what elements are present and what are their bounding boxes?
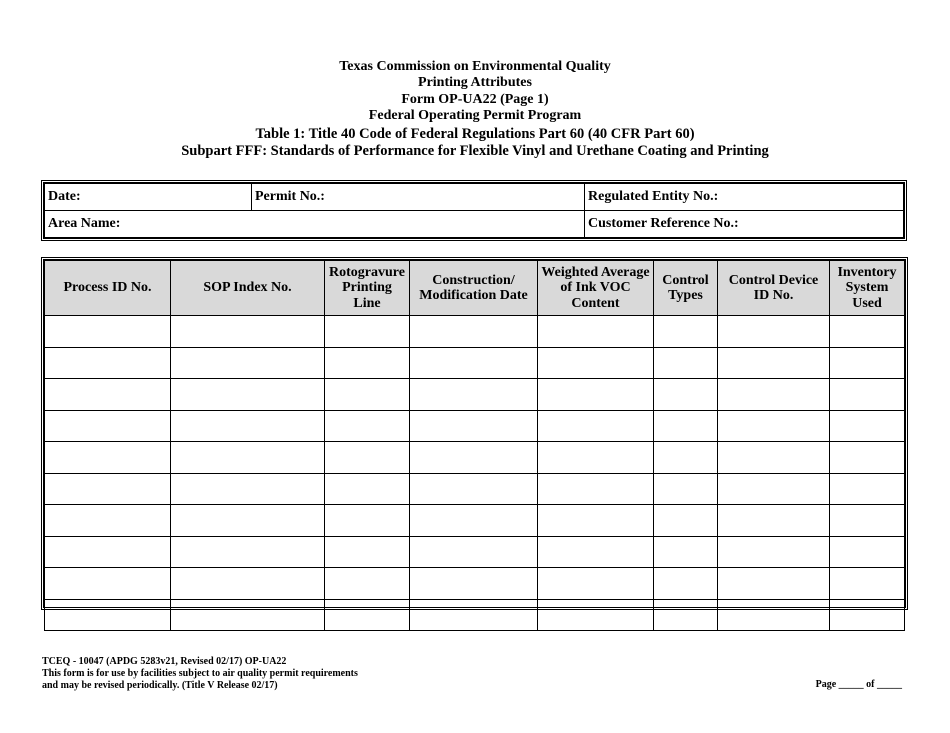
table-cell[interactable]: [171, 473, 325, 505]
table-cell[interactable]: [538, 599, 654, 631]
date-field[interactable]: Date:: [45, 184, 252, 211]
table-cell[interactable]: [325, 442, 410, 474]
table-cell[interactable]: [410, 347, 538, 379]
table-cell[interactable]: [171, 316, 325, 348]
table-cell[interactable]: [45, 568, 171, 600]
col-process-id: Process ID No.: [45, 261, 171, 316]
table-cell[interactable]: [410, 410, 538, 442]
table-cell[interactable]: [171, 442, 325, 474]
table-cell[interactable]: [718, 505, 830, 537]
table-cell[interactable]: [325, 316, 410, 348]
col-construction-modification-date: Construction/ Modification Date: [410, 261, 538, 316]
table-cell[interactable]: [654, 536, 718, 568]
table-cell[interactable]: [718, 568, 830, 600]
table-cell[interactable]: [325, 599, 410, 631]
table-cell[interactable]: [654, 568, 718, 600]
table-cell[interactable]: [410, 599, 538, 631]
table-cell[interactable]: [654, 473, 718, 505]
table-cell[interactable]: [410, 536, 538, 568]
table-cell[interactable]: [538, 379, 654, 411]
table-cell[interactable]: [830, 473, 905, 505]
table-cell[interactable]: [654, 505, 718, 537]
page-number: Page _____ of _____: [815, 679, 902, 690]
table-cell[interactable]: [654, 442, 718, 474]
customer-reference-field[interactable]: Customer Reference No.:: [585, 211, 904, 238]
table-title: Table 1: Title 40 Code of Federal Regulations Part 60 (40 CFR Part 60): [255, 126, 695, 143]
table-cell[interactable]: [171, 379, 325, 411]
agency-name: Texas Commission on Environmental Quality: [339, 59, 611, 74]
table-cell[interactable]: [718, 536, 830, 568]
col-rotogravure-printing-line: Rotogravure Printing Line: [325, 261, 410, 316]
form-header: [0, 59, 950, 160]
program-name: Federal Operating Permit Program: [368, 107, 582, 123]
col-control-types: Control Types: [654, 261, 718, 316]
permit-info-box: [41, 180, 907, 241]
footer-usage-note: This form is for use by facilities subject to air quality permit requirements: [42, 668, 358, 679]
regulated-entity-field[interactable]: Regulated Entity No.:: [585, 184, 904, 211]
col-weighted-average-voc: Weighted Average of Ink VOC Content: [538, 261, 654, 316]
table-cell[interactable]: [171, 536, 325, 568]
table-cell[interactable]: [830, 410, 905, 442]
table-cell[interactable]: [654, 316, 718, 348]
table-cell[interactable]: [410, 505, 538, 537]
table-cell[interactable]: [410, 473, 538, 505]
table-cell[interactable]: [325, 410, 410, 442]
table-cell[interactable]: [538, 473, 654, 505]
table-cell[interactable]: [410, 568, 538, 600]
table-row: [45, 442, 905, 474]
table-cell[interactable]: [45, 347, 171, 379]
table-cell[interactable]: [171, 568, 325, 600]
table-cell[interactable]: [538, 568, 654, 600]
table-cell[interactable]: [538, 410, 654, 442]
table-cell[interactable]: [654, 347, 718, 379]
table-cell[interactable]: [718, 379, 830, 411]
table-row: [45, 379, 905, 411]
table-cell[interactable]: [171, 410, 325, 442]
permit-number-field[interactable]: Permit No.:: [252, 184, 585, 211]
table-cell[interactable]: [830, 442, 905, 474]
col-control-device-id: Control Device ID No.: [718, 261, 830, 316]
table-cell[interactable]: [718, 599, 830, 631]
table-cell[interactable]: [830, 599, 905, 631]
table-cell[interactable]: [171, 505, 325, 537]
table-row: [45, 316, 905, 348]
table-cell[interactable]: [410, 379, 538, 411]
table-cell[interactable]: [325, 505, 410, 537]
table-row: [45, 536, 905, 568]
table-row: [45, 473, 905, 505]
table-cell[interactable]: [654, 599, 718, 631]
table-cell[interactable]: [538, 442, 654, 474]
table-cell[interactable]: [830, 316, 905, 348]
area-name-field[interactable]: Area Name:: [45, 211, 585, 238]
table-header-row: [45, 261, 905, 316]
table-cell[interactable]: [538, 505, 654, 537]
table-row: [45, 568, 905, 600]
table-cell[interactable]: [830, 505, 905, 537]
table-cell[interactable]: [325, 568, 410, 600]
table-cell[interactable]: [718, 473, 830, 505]
table-cell[interactable]: [718, 316, 830, 348]
table-row: [45, 505, 905, 537]
table-cell[interactable]: [45, 599, 171, 631]
table-cell[interactable]: [45, 442, 171, 474]
footer-revision-note: and may be revised periodically. (Title V Release 02/17): [42, 680, 278, 691]
table-cell[interactable]: [45, 316, 171, 348]
form-subject: Printing Attributes: [418, 75, 532, 91]
table-cell[interactable]: [45, 536, 171, 568]
table-cell[interactable]: [45, 410, 171, 442]
form-id: Form OP-UA22 (Page 1): [401, 91, 549, 107]
table-cell[interactable]: [830, 536, 905, 568]
table-row: [45, 347, 905, 379]
table-subtitle: Subpart FFF: Standards of Performance for Flexible Vinyl and Urethane Coating and Printing: [181, 143, 769, 160]
table-cell[interactable]: [45, 473, 171, 505]
table-cell[interactable]: [654, 410, 718, 442]
table-cell[interactable]: [410, 442, 538, 474]
table-cell[interactable]: [718, 410, 830, 442]
table-cell[interactable]: [410, 316, 538, 348]
table-cell[interactable]: [830, 568, 905, 600]
col-inventory-system-used: Inventory System Used: [830, 261, 905, 316]
col-sop-index: SOP Index No.: [171, 261, 325, 316]
table-row: [45, 599, 905, 631]
attributes-table: [41, 257, 908, 610]
table-row: [45, 410, 905, 442]
table-cell[interactable]: [45, 505, 171, 537]
table-cell[interactable]: [45, 379, 171, 411]
table-cell[interactable]: [325, 473, 410, 505]
table-cell[interactable]: [830, 379, 905, 411]
table-cell[interactable]: [171, 347, 325, 379]
table-cell[interactable]: [718, 442, 830, 474]
table-cell[interactable]: [718, 347, 830, 379]
table-cell[interactable]: [538, 347, 654, 379]
table-cell[interactable]: [654, 379, 718, 411]
table-cell[interactable]: [171, 599, 325, 631]
table-cell[interactable]: [538, 536, 654, 568]
form-footer: [42, 656, 358, 692]
table-cell[interactable]: [538, 316, 654, 348]
table-cell[interactable]: [325, 347, 410, 379]
footer-form-number: TCEQ - 10047 (APDG 5283v21, Revised 02/17) OP-UA22: [42, 656, 287, 667]
table-cell[interactable]: [325, 536, 410, 568]
table-cell[interactable]: [325, 379, 410, 411]
table-cell[interactable]: [830, 347, 905, 379]
